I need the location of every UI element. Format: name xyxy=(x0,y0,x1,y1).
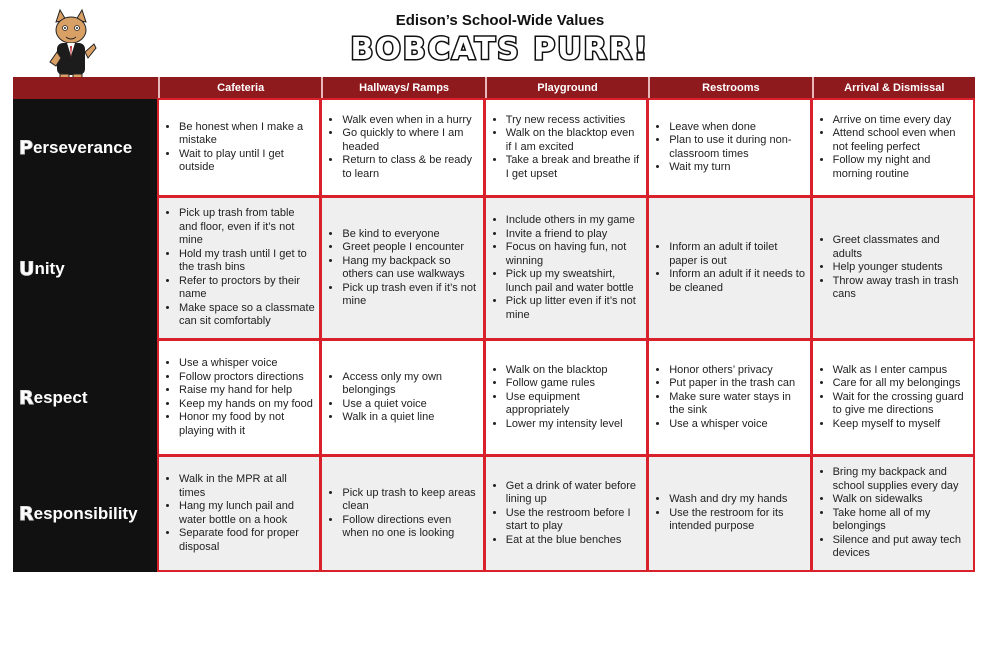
list-item: • Raise my hand for help xyxy=(179,384,315,398)
row-label-initial: U xyxy=(19,257,35,280)
row-label-text: esponsibility xyxy=(33,504,138,523)
values-matrix xyxy=(13,77,975,573)
column-header-restrooms: Restrooms xyxy=(648,77,811,99)
bullet-list xyxy=(819,114,969,182)
list-item: • Access only my own belongings xyxy=(342,371,478,398)
row-label-initial: P xyxy=(19,137,33,159)
bullet-list xyxy=(492,364,642,432)
list-item: • Pick up my sweatshirt, lunch pail and water bottle xyxy=(506,268,642,295)
list-item: • Be honest when I make a mistake xyxy=(179,121,315,148)
list-item: • Include others in my game xyxy=(506,214,642,228)
bullet-list xyxy=(819,364,969,432)
matrix-cell xyxy=(484,455,648,572)
list-item: • Greet people I encounter xyxy=(342,241,478,255)
list-item: • Hold my trash until I get to the trash bins xyxy=(179,248,315,275)
list-item: • Put paper in the trash can xyxy=(669,377,805,391)
list-item: • Take home all of my belongings xyxy=(833,507,969,534)
list-item: • Wait for the crossing guard to give me directions xyxy=(833,391,969,418)
list-item: • Use the restroom for its intended purpose xyxy=(669,507,805,534)
bullet-list xyxy=(492,114,642,182)
list-item: • Honor my food by not playing with it xyxy=(179,411,315,438)
list-item: • Leave when done xyxy=(669,121,805,135)
list-item: • Follow game rules xyxy=(506,377,642,391)
list-item: • Pick up trash from table and floor, even if it’s not mine xyxy=(179,207,315,248)
row-label-text: nity xyxy=(34,258,65,278)
list-item: • Follow my night and morning routine xyxy=(833,154,969,181)
list-item: • Walk as I enter campus xyxy=(833,364,969,378)
bullet-list xyxy=(165,207,315,329)
column-header-hallways: Hallways/ Ramps xyxy=(321,77,484,99)
list-item: • Walk in the MPR at all times xyxy=(179,473,315,500)
list-item: • Walk on sidewalks xyxy=(833,493,969,507)
bobcats-purr-banner: BOBCATS PURR! xyxy=(350,32,650,67)
list-item: • Plan to use it during non-classroom times xyxy=(669,134,805,161)
list-item: • Keep myself to myself xyxy=(833,418,969,432)
matrix-cell xyxy=(157,455,321,572)
list-item: • Walk on the blacktop xyxy=(506,364,642,378)
bullet-list xyxy=(492,480,642,548)
list-item: • Throw away trash in trash cans xyxy=(833,275,969,302)
list-item: • Invite a friend to play xyxy=(506,228,642,242)
bullet-list xyxy=(165,357,315,438)
list-item: • Use a whisper voice xyxy=(669,418,805,432)
matrix-cell xyxy=(320,196,484,340)
matrix-cell xyxy=(647,196,811,340)
list-item: • Bring my backpack and school supplies every day xyxy=(833,466,969,493)
matrix-cell xyxy=(484,196,648,340)
column-header-playground: Playground xyxy=(485,77,648,99)
list-item: • Walk in a quiet line xyxy=(342,411,478,425)
matrix-cell xyxy=(811,196,975,340)
list-item: • Return to class & be ready to learn xyxy=(342,154,478,181)
row-label xyxy=(13,197,158,340)
bullet-list xyxy=(655,493,805,534)
matrix-cell xyxy=(320,98,484,197)
list-item: • Walk on the blacktop even if I am excited xyxy=(506,127,642,154)
list-item: • Use equipment appropriately xyxy=(506,391,642,418)
list-item: • Help younger students xyxy=(833,261,969,275)
list-item: • Greet classmates and adults xyxy=(833,234,969,261)
matrix-cell xyxy=(320,339,484,456)
list-item: • Focus on having fun, not winning xyxy=(506,241,642,268)
bullet-list xyxy=(819,466,969,561)
list-item: • Take a break and breathe if I get upset xyxy=(506,154,642,181)
list-item: • Wait my turn xyxy=(669,161,805,175)
list-item: • Pick up trash even if it’s not mine xyxy=(342,282,478,309)
list-item: • Follow proctors directions xyxy=(179,371,315,385)
list-item: • Use a quiet voice xyxy=(342,398,478,412)
list-item: • Wash and dry my hands xyxy=(669,493,805,507)
matrix-cell xyxy=(811,455,975,572)
bullet-list xyxy=(328,114,478,182)
bullet-list xyxy=(328,371,478,425)
bullet-list xyxy=(819,234,969,302)
list-item: • Follow directions even when no one is looking xyxy=(342,514,478,541)
list-item: • Hang my backpack so others can use walkways xyxy=(342,255,478,282)
list-item: • Hang my lunch pail and water bottle on a hook xyxy=(179,500,315,527)
list-item: • Refer to proctors by their name xyxy=(179,275,315,302)
column-header-cafeteria: Cafeteria xyxy=(158,77,321,99)
bullet-list xyxy=(655,364,805,432)
list-item: • Use a whisper voice xyxy=(179,357,315,371)
list-item: • Pick up litter even if it’s not mine xyxy=(506,295,642,322)
list-item: • Go quickly to where I am headed xyxy=(342,127,478,154)
list-item: • Walk even when in a hurry xyxy=(342,114,478,128)
row-label xyxy=(13,456,158,572)
matrix-cell xyxy=(157,339,321,456)
list-item: • Lower my intensity level xyxy=(506,418,642,432)
list-item: • Care for all my belongings xyxy=(833,377,969,391)
row-label-initial: R xyxy=(19,503,34,525)
list-item: • Arrive on time every day xyxy=(833,114,969,128)
row-label-text: espect xyxy=(33,388,88,407)
bullet-list xyxy=(165,121,315,175)
bullet-list xyxy=(492,214,642,322)
row-label-initial: R xyxy=(19,387,34,409)
list-item: • Be kind to everyone xyxy=(342,228,478,242)
matrix-cell xyxy=(647,455,811,572)
matrix-cell xyxy=(484,98,648,197)
bullet-list xyxy=(165,473,315,554)
list-item: • Attend school even when not feeling perfect xyxy=(833,127,969,154)
page-title: Edison’s School-Wide Values xyxy=(395,12,605,29)
list-item: • Eat at the blue benches xyxy=(506,534,642,548)
list-item: • Use the restroom before I start to play xyxy=(506,507,642,534)
bullet-list xyxy=(655,241,805,295)
bullet-list xyxy=(328,228,478,309)
matrix-cell xyxy=(811,339,975,456)
list-item: • Keep my hands on my food xyxy=(179,398,315,412)
matrix-cell xyxy=(484,339,648,456)
list-item: • Honor others’ privacy xyxy=(669,364,805,378)
list-item: • Try new recess activities xyxy=(506,114,642,128)
list-item: • Inform an adult if toilet paper is out xyxy=(669,241,805,268)
matrix-cell xyxy=(320,455,484,572)
row-label xyxy=(13,99,158,197)
row-label xyxy=(13,340,158,456)
bullet-list xyxy=(328,487,478,541)
row-label-text: erseverance xyxy=(32,138,133,157)
column-header-arrival-dismissal: Arrival & Dismissal xyxy=(812,77,975,99)
list-item: • Pick up trash to keep areas clean xyxy=(342,487,478,514)
matrix-cell xyxy=(157,196,321,340)
list-item: • Silence and put away tech devices xyxy=(833,534,969,561)
list-item: • Wait to play until I get outside xyxy=(179,148,315,175)
bullet-list xyxy=(655,121,805,175)
list-item: • Make space so a classmate can sit comfortably xyxy=(179,302,315,329)
matrix-cell xyxy=(811,98,975,197)
matrix-cell xyxy=(157,98,321,197)
list-item: • Separate food for proper disposal xyxy=(179,527,315,554)
header-corner xyxy=(13,77,158,99)
matrix-cell xyxy=(647,339,811,456)
list-item: • Inform an adult if it needs to be cleaned xyxy=(669,268,805,295)
list-item: • Make sure water stays in the sink xyxy=(669,391,805,418)
matrix-cell xyxy=(647,98,811,197)
list-item: • Get a drink of water before lining up xyxy=(506,480,642,507)
